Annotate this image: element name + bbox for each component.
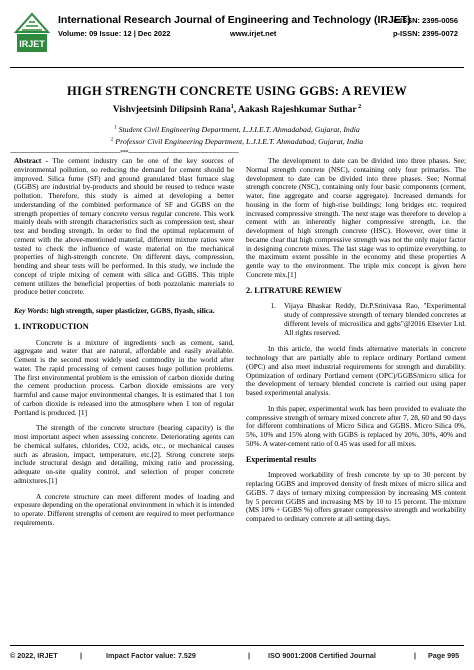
affiliation-1	[0, 125, 474, 134]
keywords-label: Key Words	[14, 306, 47, 315]
affiliation-2-sup: 2	[110, 137, 114, 143]
footer-divider-3: |	[414, 651, 417, 660]
volume-issue: Volume: 09 Issue: 12 | Dec 2022	[58, 29, 171, 38]
paper-title: HIGH STRENGTH CONCRETE USING GGBS: A REVIEW	[67, 84, 407, 98]
author-1-sup: 1	[230, 104, 234, 110]
footer-iso: ISO 9001:2008 Certified Journal	[268, 651, 376, 660]
author-separator: ,	[233, 105, 239, 116]
pissn: p-ISSN: 2395-0072	[392, 29, 458, 38]
footer-copyright: © 2022, IRJET	[10, 651, 58, 660]
literature-paragraph-2: In this paper, experimental work has been provided to evaluate the compressive strength of ternary mixed concrete after 7, 28, 60 and 90 days for different combinations of Micro Silica and GGBS. Micro Silica 0%, 5%, 10% and 15% along with GGBS is replaced by 20%, 30%, 40% and 50%. A water-cement ratio of 0.45 was used for all mixes.	[246, 403, 466, 448]
eissn: e-ISSN: 2395-0056	[393, 16, 458, 25]
right-column	[246, 157, 466, 531]
abstract-text: The cement industry can be one of the key sources of environmental pollution, so reducing the demand for cement should be improved. Silica fume (SF) and ground granulated blast furnace slag (GGBS) are industrial by-products and should be reused to reduce waste pollution. Therefore, this study is aimed at developing a better understanding of the combined performance of SF and GGBS on the strength properties of ternary concrete versus regular concrete. This work mainly deals with strength characteristics such as compression test, shear test and bending strength. In order to find the optimal replacement of cement with the above-mentioned material, different mixture ratios were tested to check the influence of waste material on the mechanical properties of high-strength concrete. On different days, compression, bending and shear tests will be performed. In this study, we include the concept of triple mixing of cement with silica and GGBS. This triple cement utilizes the beneficial properties of both pozzolanic materials to produce better concrete.	[14, 156, 234, 297]
experimental-results-text: Improved workability of fresh concrete by up to 30 percent by replacing GGBS and improved density of fresh mixes of micro silica and GGBS. 7 days of ternary mixing compression by increasing MS content by 5 percent GGBS and increasing MS by 10 to 15 percent. The mixture (MS 10% + GGBS %) offers greater compressive strength and workability compared to ordinary concrete at all setting days.	[246, 470, 466, 523]
page-footer	[10, 651, 464, 660]
abstract-label: Abstract -	[14, 156, 49, 165]
footer-divider-1: |	[80, 651, 83, 660]
intro-paragraph-2: The strength of the concrete structure (bearing capacity) is the most important aspect when assessing concrete. Deteriorating agents can be chemical sulfates, chlorides, CO2, acids, etc., or mechanical causes such as abrasion, impact, temperature, etc.[2]. Strong concrete steps include structural design and detailing, mixing ratio and processing, adequate on-site quality control, and selection of proper concrete admixtures.[1]	[14, 423, 234, 485]
left-column	[14, 157, 234, 535]
affiliation-2	[0, 137, 474, 146]
footer-page-number: Page 995	[428, 651, 460, 660]
separator-line: ---------------------------------------------------------------------***---------------------------------------------------------------------	[10, 150, 239, 156]
reference-number: 1.	[270, 301, 276, 311]
affiliation-1-sup: 1	[114, 125, 117, 131]
page-header	[0, 0, 474, 68]
author-1: Vishvjeetsinh Dilipsinh Rana	[112, 105, 231, 116]
literature-paragraph-1: In this article, the world finds alternative materials in concrete technology that are partially able to replace ordinary Portland cement (OPC) and also meet industrial requirements for strength and durability. Optimization of ordinary Portland cement (OPC)/GGBS/micro silica for the development of ternary blended concrete is carried out using paper based experimental analysis.	[246, 344, 466, 397]
logo-text: IRJET	[19, 39, 45, 49]
author-2: Aakash Rajeshkumar Suthar	[238, 105, 357, 116]
keywords-text: : high strength, super plasticizer, GGBS, flyash, silica.	[46, 306, 215, 315]
experimental-results-heading: Experimental results	[246, 454, 317, 464]
footer-divider-2: |	[248, 651, 251, 660]
intro-paragraph-1: Concrete is a mixture of ingredients such as cement, sand, aggregate and water that are natural, affordable and easily available. Cement is the second most widely used commodity in the world after water. The rapid processing of cement causes huge pollution problems. The first environmental problem is the emission of carbon dioxide during the cement production process. Carbon dioxide emissions are very harmful and cause major environmental changes. It is estimated that 1 ton of carbon dioxide is released into the atmosphere when 1 ton of regular Portland is produced. [1]	[14, 337, 234, 417]
author-2-sup: 2	[356, 104, 362, 110]
authors	[0, 104, 474, 115]
affiliation-2-text: Professor Civil Engineering Department, L.J.I.E.T. Ahmadabad, Gujarat, India	[113, 137, 364, 146]
keywords	[14, 307, 234, 316]
affiliation-1-text: Student Civil Engineering Department, L.J.I.E.T. Ahmadabad, Gujarat, India	[116, 125, 360, 134]
reference-text: Vijaya Bhaskar Reddy, Dr.P.Srinivasa Rao, "Experimental study of compressive strength of ternary blended concretes at different levels of microsilica and ggbs"@2016 Elsevier Ltd. All rights reserved.	[284, 301, 466, 337]
journal-url[interactable]: www.irjet.net	[230, 29, 277, 38]
reference-item	[246, 302, 466, 337]
section-literature-heading: 2. LITRATURE REWIEW	[246, 285, 342, 295]
intro-paragraph-4: The development to date can be divided into three phases. See; Normal strength concrete (NSC), containing only four primaries. The development to date can be divided into three phases. See; Normal strength concrete (NSC), containing only four basic components (cement, water, fine aggregate and coarse aggregate). Increased demands for housing in the form of high-rise buildings; long bridges etc. required increased compressive strength. The next stage was therefore to develop a cement with an inherently higher compressive strength, i.e. the development of high strength concrete (HSC). However, over time it became clear that high compressive strength was not the only major factor in designing concrete mixes. The last stage was to optimize everything. to the maximum extent possible in the economy and these properties A gentle way to the environment. The triple mix concept is given here Concrete mix.[1]	[246, 156, 466, 279]
footer-impact-factor: Impact Factor value: 7.529	[106, 651, 196, 660]
journal-name: International Research Journal of Engineering and Technology (IRJET)	[58, 14, 411, 26]
header-rule	[10, 67, 464, 68]
irjet-logo	[10, 10, 54, 60]
intro-paragraph-3: A concrete structure can meet different modes of loading and exposure depending on the operational environment in which it is intended to operate. Different strengths of cement are required to meet performance requirements.	[14, 491, 234, 527]
abstract	[14, 157, 234, 297]
footer-rule	[10, 645, 464, 646]
section-introduction-heading: 1. INTRODUCTION	[14, 321, 89, 331]
